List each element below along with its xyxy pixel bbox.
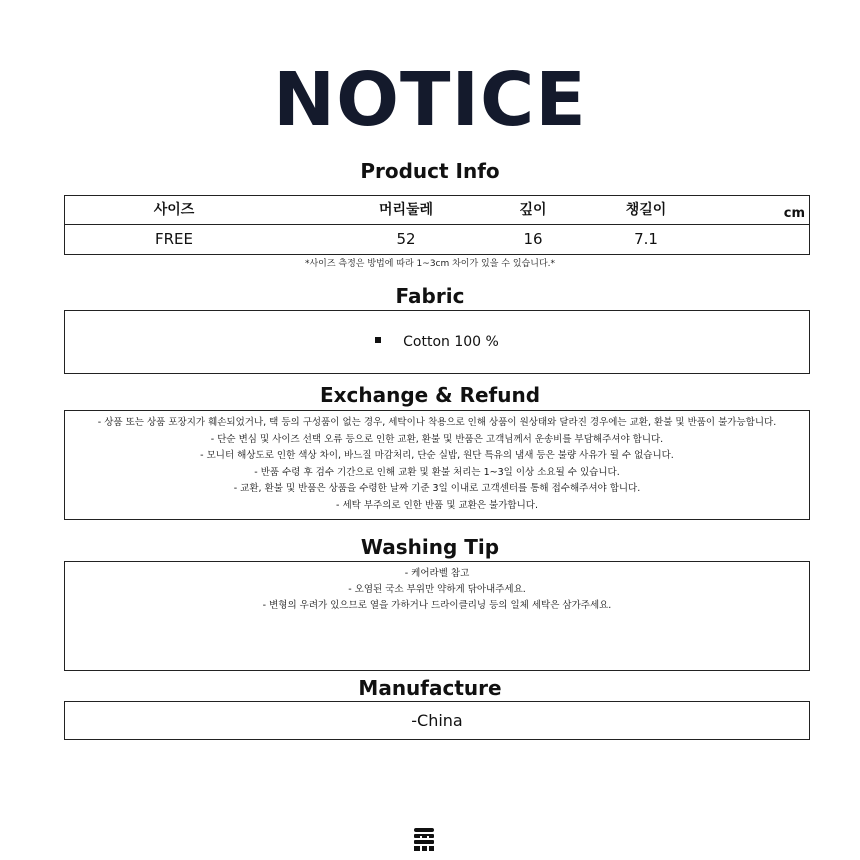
value-head-circumference: 52 [396,230,416,248]
column-header-head-circumference: 머리둘레 [378,202,434,218]
exchange-line: - 반품 수령 후 검수 기간으로 인해 교환 및 환불 처리는 1~3일 이상 소요될 수 있습니다. [254,466,620,478]
exchange-line: - 교환, 환불 및 반품은 상품을 수령한 날짜 기준 3일 이내로 고객센터를 통해 접수해주셔야 합니다. [233,483,641,495]
size-note: *사이즈 측정은 방법에 따라 1~3cm 차이가 있을 수 있습니다.* [304,259,556,269]
fabric-text: Cotton 100 % [403,334,499,350]
product-info-heading: Product Info [360,159,500,183]
value-size: FREE [154,230,193,248]
brand-logo-icon [411,826,437,852]
manufacture-heading: Manufacture [358,676,502,700]
column-header-size: 사이즈 [153,202,195,218]
washing-lines [65,566,809,614]
washing-heading: Washing Tip [360,535,500,559]
exchange-line: - 세탁 부주의로 인한 반품 및 교환은 불가합니다. [336,499,538,511]
fabric-heading: Fabric [395,284,465,308]
column-header-brim-length: 챙길이 [625,202,667,218]
bullet-icon [375,337,381,343]
washing-line: - 오염된 국소 부위만 약하게 닦아내주세요. [348,584,526,595]
fabric-box [64,310,810,374]
exchange-box [64,410,810,520]
washing-line: - 케어라벨 참고 [404,568,470,579]
column-header-depth: 깊이 [519,202,547,218]
exchange-line: - 상품 또는 상품 포장지가 훼손되었거나, 택 등의 구성품이 없는 경우, 세탁이나 착용으로 인해 상품이 원상태와 달라진 경우에는 교환, 환불 및 반품이 불가능합니다. [97,417,777,428]
fabric-item [65,333,809,351]
manufacture-text: -China [411,711,463,730]
value-depth: 16 [523,230,543,248]
washing-line: - 변형의 우려가 있으므로 열을 가하거나 드라이클리닝 등의 일체 세탁은 삼가주세요. [262,600,612,611]
exchange-heading: Exchange & Refund [319,383,541,407]
unit-label: cm [783,206,805,221]
exchange-lines [65,415,809,515]
exchange-line: - 단순 변심 및 사이즈 선택 오류 등으로 인한 교환, 환불 및 반품은 고객님께서 운송비를 부담해주셔야 합니다. [210,433,664,445]
product-info-table [64,195,810,255]
page-title: NOTICE [273,57,587,143]
manufacture-box [64,701,810,740]
washing-box [64,561,810,671]
exchange-line: - 모니터 해상도로 인한 색상 차이, 바느질 마감처리, 단순 실밥, 원단 특유의 냄새 등은 불량 사유가 될 수 없습니다. [200,450,674,462]
table-divider [65,224,809,225]
value-brim-length: 7.1 [634,230,658,248]
